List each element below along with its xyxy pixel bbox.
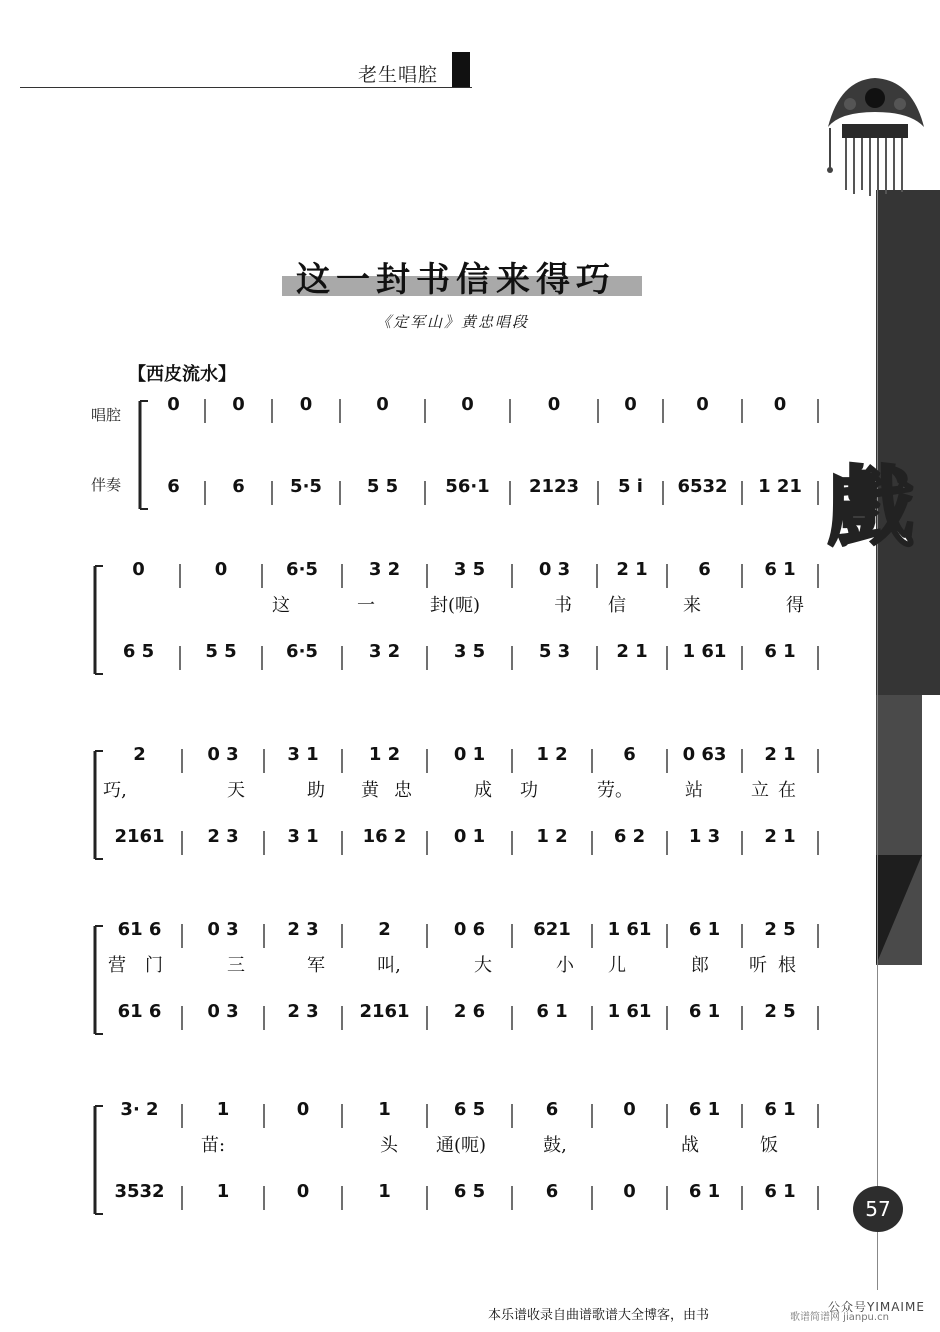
lyric-syllable: 立 [751,780,769,801]
vocal-measure: 6 1 [688,1099,721,1120]
vocal-measure: 0 [167,394,180,415]
lyric-syllable: 忠 [394,780,412,801]
lyric-syllable: 来 [683,595,701,616]
vocal-measure: 6 1 [688,919,721,940]
accomp-measure: 2123 [528,476,580,497]
accomp-row-label: 伴奏 [91,476,122,494]
lyric-syllable: 一 [357,595,375,616]
footer-note: 本乐谱收录自曲谱歌谱大全博客，由书 [488,1308,710,1323]
lyric-syllable: 三 [227,955,245,976]
lyric-syllable: 儿 [608,955,626,976]
accomp-measure: 6 [167,476,180,497]
accomp-measure: 1 21 [758,476,802,497]
accomp-measure: 1 2 [536,826,568,847]
accomp-measure: 6 1 [688,1181,721,1202]
vocal-measure: 1 61 [607,919,652,940]
accomp-measure: 0 3 [207,1001,239,1022]
lyric-syllable: 苗: [200,1135,226,1156]
vocal-measure: 3· 2 [120,1099,159,1120]
lyric-syllable: 通(呃) [435,1135,487,1156]
vocal-measure: 3 5 [453,559,486,580]
subtitle: 《定军山》黄忠唱段 [376,313,530,331]
vocal-row-label: 唱腔 [91,406,122,424]
accomp-measure: 1 61 [607,1001,652,1022]
lyric-syllable: 战 [681,1135,699,1156]
vocal-measure: 0 63 [682,744,727,765]
accomp-measure: 1 [378,1181,391,1202]
vocal-measure: 0 3 [207,744,239,765]
lyric-syllable: 功 [520,780,538,801]
accomp-measure: 2 3 [287,1001,319,1022]
vocal-measure: 2 5 [764,919,796,940]
accomp-measure: 6 1 [764,1181,796,1202]
vocal-measure: 1 2 [536,744,568,765]
lyric-syllable: 封(呃) [429,595,481,616]
lyric-syllable: 门 [145,955,163,976]
lyric-syllable: 营 [108,955,126,976]
lyric-syllable: 黄 [361,780,379,801]
lyric-syllable: 书 [554,595,572,616]
lyric-syllable: 劳。 [597,780,633,801]
vocal-measure: 6 [698,559,711,580]
lyric-syllable: 饭 [760,1135,778,1156]
tempo-mark: 【西皮流水】 [128,364,236,385]
accomp-measure: 3532 [114,1181,165,1202]
vocal-measure: 0 [624,394,637,415]
lyric-syllable: 天 [227,780,245,801]
accomp-measure: 6 5 [453,1181,486,1202]
vocal-measure: 61 6 [117,919,162,940]
accomp-measure: 0 [623,1181,636,1202]
lyric-syllable: 郎 [691,955,709,976]
lyric-syllable: 信 [608,595,626,616]
vocal-measure: 0 [299,394,313,415]
vocal-measure: 2 [378,919,391,940]
vocal-measure: 0 [547,394,561,415]
lyric-syllable: 这 [272,595,290,616]
accomp-measure: 6 1 [688,1001,721,1022]
page-number: 57 [853,1186,903,1232]
lyric-syllable: 鼓, [543,1135,567,1156]
vocal-measure: 6·5 [286,559,318,580]
vocal-measure: 1 [216,1099,230,1120]
accomp-measure: 6 5 [122,641,155,662]
accomp-measure: 6 [232,476,245,497]
accomp-measure: 2 1 [764,826,796,847]
accomp-measure: 6·5 [286,641,318,662]
vocal-measure: 3 1 [287,744,319,765]
accomp-measure: 1 [216,1181,230,1202]
accomp-measure: 2 6 [453,1001,486,1022]
page-title: 这一封书信来得巧 [296,260,616,300]
vocal-measure: 0 [296,1099,310,1120]
accomp-measure: 0 1 [453,826,486,847]
accomp-measure: 5 5 [366,476,399,497]
vocal-measure: 6 5 [453,1099,486,1120]
accomp-measure: 3 2 [368,641,401,662]
accomp-measure: 2 3 [207,826,239,847]
vocal-measure: 0 [232,394,245,415]
vocal-measure: 0 6 [453,919,486,940]
accomp-measure: 3 5 [453,641,486,662]
lyric-syllable: 叫, [377,955,401,976]
vocal-measure: 6 1 [764,559,796,580]
accomp-measure: 2161 [114,826,165,847]
accomp-measure: 61 6 [117,1001,162,1022]
accomp-measure: 5 5 [205,641,237,662]
vocal-measure: 1 [378,1099,391,1120]
vocal-measure: 0 [376,394,389,415]
accomp-measure: 5 i [618,476,643,497]
accomp-measure: 6532 [677,476,728,497]
watermark-right: 公众号YIMAIME [828,1300,925,1314]
vocal-measure: 3 2 [368,559,401,580]
accomp-measure: 0 [296,1181,310,1202]
lyric-syllable: 大 [474,955,492,976]
vocal-measure: 1 2 [368,744,401,765]
vocal-measure: 2 3 [287,919,319,940]
vocal-measure: 2 [133,744,146,765]
vocal-measure: 2 1 [764,744,796,765]
vocal-measure: 0 [696,394,709,415]
accomp-measure: 5 3 [538,641,571,662]
accomp-measure: 1 3 [688,826,721,847]
accomp-measure: 3 1 [287,826,319,847]
accomp-measure: 5·5 [290,476,322,497]
vocal-measure: 0 3 [207,919,239,940]
accomp-measure: 6 2 [613,826,646,847]
accomp-measure: 16 2 [362,826,407,847]
vocal-measure: 6 [545,1099,559,1120]
side-character: 戲 [828,457,914,558]
vocal-measure: 0 1 [453,744,486,765]
lyric-syllable: 助 [307,780,325,801]
section-label: 老生唱腔 [358,64,439,86]
lyric-syllable: 根 [778,955,796,976]
vocal-measure: 6 1 [764,1099,796,1120]
vocal-measure: 0 [214,559,228,580]
vocal-measure: 6 [623,744,636,765]
lyric-syllable: 在 [778,780,796,801]
accomp-measure: 6 1 [536,1001,568,1022]
vocal-measure: 2 1 [616,559,648,580]
watermark-left: 歌谱简谱网 jianpu.cn [790,1312,889,1323]
vocal-measure: 0 3 [538,559,571,580]
lyric-syllable: 成 [474,780,492,801]
accomp-measure: 1 61 [682,641,727,662]
accomp-measure: 6 1 [764,641,796,662]
accomp-measure: 2161 [359,1001,410,1022]
accomp-measure: 56·1 [445,476,490,497]
lyric-syllable: 巧, [103,780,127,801]
vocal-measure: 0 [623,1099,636,1120]
accomp-measure: 2 1 [616,641,648,662]
lyric-syllable: 得 [786,595,804,616]
lyric-syllable: 头 [380,1135,398,1156]
vocal-measure: 621 [533,919,571,940]
lyric-syllable: 站 [685,780,703,801]
accomp-measure: 2 5 [764,1001,796,1022]
vocal-measure: 0 [773,394,787,415]
lyric-syllable: 军 [307,955,325,976]
accomp-measure: 6 [545,1181,559,1202]
lyric-syllable: 听 [749,955,767,976]
lyric-syllable: 小 [556,955,574,976]
vocal-measure: 0 [461,394,474,415]
vocal-measure: 0 [132,559,145,580]
